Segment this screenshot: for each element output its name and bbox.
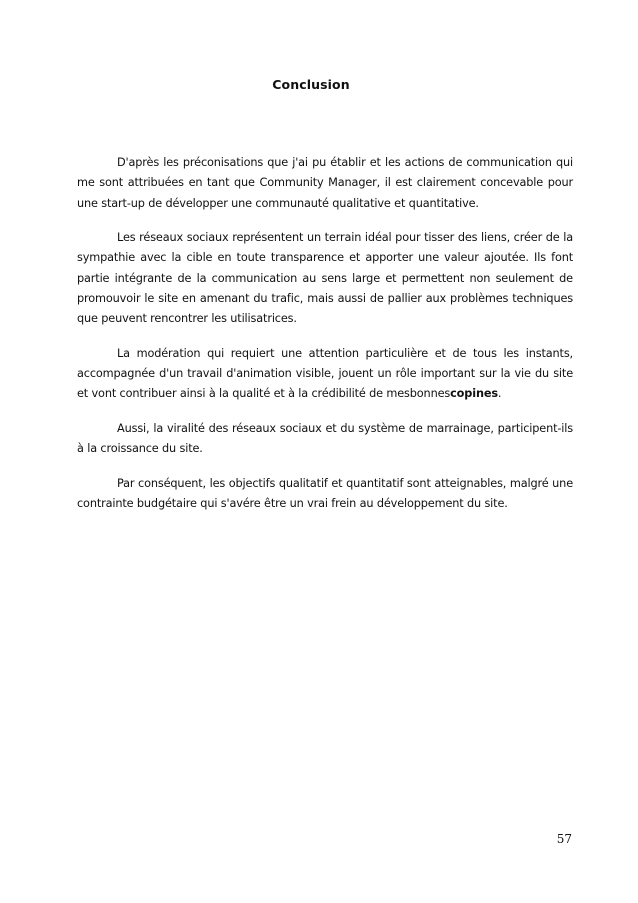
- paragraph-4: Aussi, la viralité des réseaux sociaux et du système de marrainage, participent-ils à la croissance du site.: [77, 421, 573, 456]
- brand-name-bold: copines: [450, 387, 498, 401]
- paragraph-2: Les réseaux sociaux représentent un terrain idéal pour tisser des liens, créer de la sympathie avec la cible en toute transparence et apporter une valeur ajoutée. Ils font partie intégrante de la communication au sens large et permettent non seulement de promouvoir le site en amenant du trafic, mais aussi de pallier aux problèmes techniques que peuvent rencontrer les utilisatrices.: [77, 231, 573, 326]
- page-number: 57: [556, 832, 572, 846]
- paragraph-5: Par conséquent, les objectifs qualitatif et quantitatif sont atteignables, malgré une contrainte budgétaire qui s'avére être un vrai frein au développement du site.: [77, 476, 573, 510]
- paragraph-3: [77, 344, 573, 405]
- paragraph-1: D'après les préconisations que j'ai pu établir et les actions de communication qui me sont attribuées en tant que Community Manager, il est clairement concevable pour une start-up de développer une communauté qualitative et quantitative.: [77, 156, 573, 210]
- page-title: Conclusion: [272, 77, 350, 92]
- paragraph-3-text: La modération qui requiert une attention particulière et de tous les instants, accompagnée d'un travail d'animation visible, jouent un rôle important sur la vie du site et vont contribuer ainsi à la qualité et à la crédibilité de mesbonnes: [77, 346, 573, 401]
- paragraph-3-end: .: [497, 387, 502, 401]
- body-text: [77, 153, 573, 528]
